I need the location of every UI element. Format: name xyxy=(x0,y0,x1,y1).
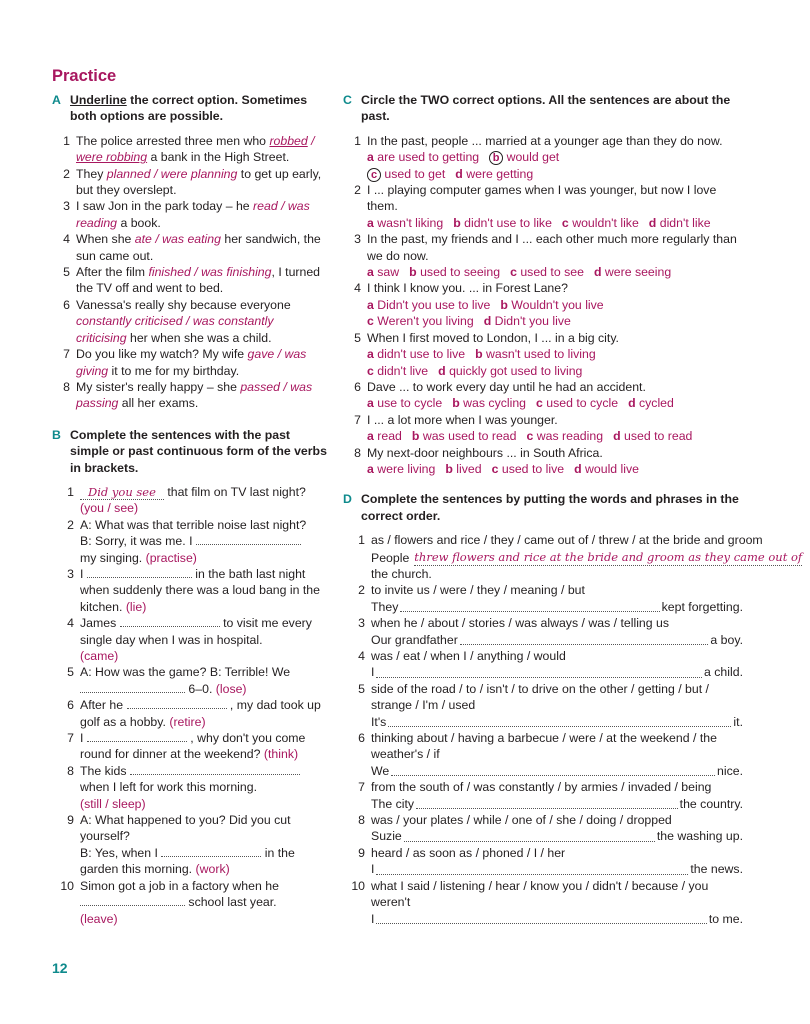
option-text: saw xyxy=(377,265,400,280)
option-text: was reading xyxy=(536,429,604,444)
option[interactable] xyxy=(453,216,552,230)
option-text: didn't use to like xyxy=(464,215,552,230)
answer-blank[interactable] xyxy=(120,615,220,627)
answer-blank[interactable] xyxy=(130,763,300,775)
option-text: used to cycle xyxy=(546,396,619,411)
section-letter: D xyxy=(343,492,352,507)
answer-blank[interactable] xyxy=(460,633,709,645)
answer-blank[interactable] xyxy=(388,715,731,727)
section-letter: A xyxy=(52,93,61,107)
option[interactable] xyxy=(367,429,402,443)
option-letter: b xyxy=(411,429,420,444)
option[interactable] xyxy=(613,429,692,443)
option-letter: a xyxy=(367,215,374,230)
option[interactable]: ate xyxy=(134,232,152,247)
option[interactable] xyxy=(412,429,517,443)
list-item: 2 A: What was that terrible noise last night? B: Sorry, it was me. I my singing. (practise) xyxy=(67,517,307,565)
option-letter: b xyxy=(453,215,461,230)
answer-blank[interactable] xyxy=(376,863,688,875)
left-column xyxy=(52,92,327,927)
option[interactable] xyxy=(452,396,526,410)
option[interactable] xyxy=(367,167,445,181)
option-letter: c xyxy=(491,461,499,476)
option-letter: a xyxy=(367,396,374,411)
question-text: In the past, people ... married at a younger age than they do now. xyxy=(367,133,723,148)
option[interactable]: was passing xyxy=(76,379,313,411)
option[interactable]: passed xyxy=(240,379,280,394)
list-item: 10 what I said / listening / hear / know you / didn't / because / you weren't I to me. xyxy=(351,878,743,926)
options-line xyxy=(367,149,743,165)
word-prompt: when he / about / stories / was always / was / telling us xyxy=(371,616,670,631)
option-letter: c xyxy=(561,215,569,230)
option-text: quickly got used to living xyxy=(449,363,583,378)
option[interactable] xyxy=(367,314,474,328)
option-text: Didn't you use to live xyxy=(377,297,491,312)
option-text: didn't use to live xyxy=(377,347,466,362)
list-item: 5 side of the road / to / isn't / to drive on the other / getting / but / strange / I'm / used It's it. xyxy=(358,681,743,729)
word-prompt: was / eat / when I / anything / would xyxy=(371,649,566,663)
section-d-items xyxy=(343,532,803,927)
option[interactable] xyxy=(492,462,564,476)
option-letter: d xyxy=(593,265,602,280)
option-text: are used to getting xyxy=(377,150,480,165)
option-text: used to seeing xyxy=(420,265,501,280)
list-item: 7 from the south of / was constantly / by armies / invaded / being The city the country. xyxy=(358,780,743,811)
list-item: 1 In the past, people ... married at a younger age than they do now. a are used to getting b would get c used to get d were getting xyxy=(343,133,743,182)
answer-blank[interactable] xyxy=(161,845,261,857)
list-item: 4 When she ate / was eating her sandwich, the sun came out. xyxy=(63,232,321,263)
option[interactable]: was finishing xyxy=(201,265,272,280)
option-text: use to cycle xyxy=(377,396,443,411)
list-item: 8 My sister's really happy – she passed / was passing all her exams. xyxy=(63,379,313,411)
answer-line: I to me. xyxy=(371,911,743,926)
section-a-items xyxy=(52,133,327,412)
options-line xyxy=(367,461,743,477)
options-line xyxy=(367,215,743,231)
list-item: 2 They planned / were planning to get up early, but they overslept. xyxy=(63,166,322,198)
option[interactable] xyxy=(367,396,442,410)
option-text: didn't live xyxy=(377,363,429,378)
answer-line: I the news. xyxy=(371,862,743,877)
option[interactable] xyxy=(500,298,603,312)
option-text: Weren't you living xyxy=(377,314,474,329)
option[interactable]: planned xyxy=(106,166,151,181)
option-letter: d xyxy=(455,166,463,181)
option-letter-circled: b xyxy=(489,151,503,165)
answer-blank[interactable] xyxy=(127,697,227,709)
options-line xyxy=(367,297,743,313)
word-prompt: to invite us / were / they / meaning / but xyxy=(371,583,585,598)
option[interactable] xyxy=(562,216,639,230)
option[interactable]: gave xyxy=(247,347,275,362)
question-text: When I first moved to London, I ... in a big city. xyxy=(367,330,619,345)
list-item: 7 I ... a lot more when I was younger. a read b was used to read c was reading d used to read xyxy=(343,412,743,445)
section-b-items xyxy=(52,484,327,927)
word-prompt: was / your plates / while / one of / she / doing / dropped xyxy=(371,813,672,828)
option-text: would get xyxy=(506,150,560,165)
word-prompt: side of the road / to / isn't / to drive on the other / getting / but / strange / I'm / used xyxy=(371,681,709,713)
list-item: 9 A: What happened to you? Did you cut yourself? B: Yes, when I in the garden this morning. (work) xyxy=(67,813,295,877)
option[interactable] xyxy=(628,396,674,410)
option[interactable] xyxy=(409,265,500,279)
option[interactable]: read xyxy=(253,199,278,214)
section-letter: B xyxy=(52,427,61,442)
option[interactable] xyxy=(367,150,479,164)
question-text: I think I know you. ... in Forest Lane? xyxy=(367,281,568,296)
option-letter: d xyxy=(648,215,657,230)
answer-line: I a child. xyxy=(371,665,743,680)
list-item: 6 After he , my dad took up golf as a hobby. (retire) xyxy=(67,698,321,729)
option[interactable]: finished xyxy=(148,265,191,280)
page-number: 12 xyxy=(52,960,68,976)
answer-blank[interactable] xyxy=(80,681,185,693)
list-item: 2 I ... playing computer games when I was younger, but now I love them. a wasn't liking b didn't use to like c wouldn't like d didn't like xyxy=(343,182,743,231)
option-text: used to get xyxy=(384,166,446,181)
handwritten-answer: threw flowers and rice at the bride and groom as they came out of xyxy=(414,549,802,566)
answer-line: They kept forgetting. xyxy=(371,599,743,614)
option[interactable] xyxy=(438,364,582,378)
answer-line: We nice. xyxy=(371,763,743,778)
options-line xyxy=(367,346,743,362)
question-text: Dave ... to work every day until he had an accident. xyxy=(367,379,646,394)
options-line xyxy=(367,166,743,182)
option-letter: b xyxy=(452,396,460,411)
option-letter: c xyxy=(367,314,374,329)
right-column xyxy=(343,92,803,927)
section-c-instructions: C Circle the TWO correct options. All the sentences are about the past. xyxy=(343,93,731,124)
answer-blank[interactable] xyxy=(404,830,655,842)
option[interactable] xyxy=(445,462,481,476)
list-item: 3 when he / about / stories / was always / was / telling us Our grandfather a boy. xyxy=(358,616,743,647)
option-letter: c xyxy=(536,396,543,411)
section-b-instructions: B Complete the sentences with the past simple or past continuous form of the verbs in brackets. xyxy=(52,427,327,475)
option[interactable] xyxy=(649,216,711,230)
option-letter: a xyxy=(367,461,374,476)
option-text: was cycling xyxy=(463,396,527,411)
option-letter: d xyxy=(613,429,621,444)
option[interactable] xyxy=(367,298,490,312)
list-item: 3 In the past, my friends and I ... each other much more regularly than we do now. a saw b used to seeing c used to see d were seeing xyxy=(343,231,743,280)
answer-blank[interactable] xyxy=(376,666,702,678)
answer-blank[interactable] xyxy=(391,764,715,776)
option[interactable] xyxy=(367,364,428,378)
option[interactable] xyxy=(536,396,618,410)
option-text: Didn't you live xyxy=(494,314,571,329)
option-text: would live xyxy=(585,461,640,476)
option[interactable] xyxy=(367,216,443,230)
answer-blank[interactable] xyxy=(87,730,187,742)
option-text: were living xyxy=(377,461,436,476)
option-text: was used to read xyxy=(422,429,517,444)
option[interactable] xyxy=(455,167,533,181)
section-d-instructions: D Complete the sentences by putting the words and phrases in the correct order. xyxy=(343,492,739,523)
options-line xyxy=(367,363,743,379)
list-item: 7 Do you like my watch? My wife gave / was giving it to me for my birthday. xyxy=(63,347,307,378)
option-letter: d xyxy=(574,461,582,476)
list-item: 1 The police arrested three men who robbed / were robbing a bank in the High Street. xyxy=(63,133,315,165)
list-item: 1 as / flowers and rice / they / came out of / threw / at the bride and groom People threw flowers and rice at the bride and groom as they came out of the church. xyxy=(358,533,803,581)
answer-line: It's it. xyxy=(371,714,743,729)
option[interactable]: robbed xyxy=(269,133,308,148)
list-item: 10 Simon got a job in a factory when he school last year. (leave) xyxy=(60,878,279,926)
list-item: 4 was / eat / when I / anything / would I a child. xyxy=(358,649,743,680)
option-text: used to read xyxy=(624,429,693,444)
word-prompt: as / flowers and rice / they / came out of / threw / at the bride and groom xyxy=(371,533,763,548)
answer-blank[interactable] xyxy=(400,600,659,612)
option[interactable] xyxy=(526,429,603,443)
option-letter: c xyxy=(526,429,534,444)
list-item: 4 I think I know you. ... in Forest Lane? a Didn't you use to live b Wouldn't you live c Weren't you living d Didn't you live xyxy=(343,280,743,329)
list-item: 6 Vanessa's really shy because everyone constantly criticised / was constantly criticising her when she was a child. xyxy=(63,297,291,345)
option-text: wasn't liking xyxy=(377,215,444,230)
option-letter: b xyxy=(475,347,483,362)
option-letter: a xyxy=(367,150,374,165)
word-prompt: from the south of / was constantly / by armies / invaded / being xyxy=(371,780,712,795)
answer-line: Suzie the washing up. xyxy=(371,829,743,844)
option-text: read xyxy=(377,429,402,444)
option-letter: b xyxy=(409,265,417,280)
option[interactable] xyxy=(574,462,639,476)
option-letter: d xyxy=(438,363,446,378)
options-line xyxy=(367,264,743,280)
answer-blank[interactable] xyxy=(80,894,185,906)
option-letter: d xyxy=(628,396,636,411)
option-text: cycled xyxy=(639,396,674,411)
option[interactable] xyxy=(510,265,584,279)
answer-blank[interactable] xyxy=(87,566,192,578)
option-letter: b xyxy=(500,297,508,312)
word-prompt: what I said / listening / hear / know you / didn't / because / you weren't xyxy=(371,878,709,910)
list-item: 4 James to visit me every single day when I was in hospital. (came) xyxy=(67,616,312,663)
list-item: 9 heard / as soon as / phoned / I / her I the news. xyxy=(358,845,743,877)
word-prompt: heard / as soon as / phoned / I / her xyxy=(371,845,566,860)
list-item: 8 My next-door neighbours ... in South Africa. a were living b lived c used to live d would live xyxy=(343,445,743,478)
option-text: were seeing xyxy=(604,265,672,280)
option-text: used to live xyxy=(501,461,565,476)
options-line xyxy=(367,395,743,411)
option-text: lived xyxy=(456,461,482,476)
question-text: I ... playing computer games when I was younger, but now I love them. xyxy=(367,183,717,214)
question-text: In the past, my friends and I ... each other much more regularly than we do now. xyxy=(367,232,737,263)
option-letter: c xyxy=(510,265,517,280)
list-item: 2 to invite us / were / they / meaning / but They kept forgetting. xyxy=(358,583,743,614)
option-text: were getting xyxy=(466,166,534,181)
option-text: didn't like xyxy=(659,215,711,230)
answer-line: Our grandfather a boy. xyxy=(371,632,743,647)
list-item: 3 I saw Jon in the park today – he read / was reading a book. xyxy=(63,199,310,230)
option-text: used to see xyxy=(520,265,584,280)
option[interactable] xyxy=(367,462,435,476)
answer-blank[interactable] xyxy=(196,533,301,545)
options-line xyxy=(367,428,743,444)
option[interactable] xyxy=(475,347,596,361)
page-title: Practice xyxy=(52,67,117,85)
option[interactable] xyxy=(367,347,465,361)
answer-blank[interactable] xyxy=(416,797,678,809)
list-item: 8 was / your plates / while / one of / she / doing / dropped Suzie the washing up. xyxy=(358,813,743,844)
list-item: 1 Did you see that film on TV last night? (you / see) xyxy=(67,484,306,516)
option[interactable]: was reading xyxy=(76,199,310,230)
option-letter: d xyxy=(483,314,492,329)
option[interactable] xyxy=(484,314,571,328)
option-letter: a xyxy=(367,429,374,444)
option[interactable]: constantly criticised xyxy=(76,314,183,329)
answer-blank[interactable] xyxy=(376,912,706,924)
question-text: My next-door neighbours ... in South Africa. xyxy=(367,445,603,460)
option[interactable] xyxy=(594,265,671,279)
list-item: 6 thinking about / having a barbecue / were / at the weekend / the weather's / if We nice. xyxy=(358,731,743,778)
option-text: wasn't used to living xyxy=(486,347,596,362)
options-line xyxy=(367,313,743,329)
list-item: 3 I in the bath last night when suddenly there was a loud bang in the kitchen. (lie) xyxy=(67,566,320,614)
option[interactable]: was constantly criticising xyxy=(76,314,274,345)
option-text: wouldn't like xyxy=(572,215,639,230)
list-item: 7 I , why don't you come round for dinner at the weekend? (think) xyxy=(67,731,306,762)
list-item: 6 Dave ... to work every day until he had an accident. a use to cycle b was cycling c used to cycle d cycled xyxy=(343,379,743,412)
list-item: 5 After the film finished / was finishing, I turned the TV off and went to bed. xyxy=(63,265,321,296)
option-letter-circled: c xyxy=(367,168,381,182)
option[interactable]: was giving xyxy=(76,347,307,378)
section-a-instructions: A Underline the correct option. Sometimes both options are possible. xyxy=(52,93,308,124)
option-letter: a xyxy=(367,265,374,280)
answer-line: People threw flowers and rice at the bride and groom as they came out of xyxy=(371,549,803,565)
option-letter: b xyxy=(445,461,453,476)
question-text: I ... a lot more when I was younger. xyxy=(367,412,558,427)
answer-line: The city the country. xyxy=(371,796,743,811)
option[interactable] xyxy=(367,265,399,279)
handwritten-answer: Did you see xyxy=(80,485,164,500)
option-letter: a xyxy=(367,347,374,362)
list-item: 5 A: How was the game? B: Terrible! We 6–0. (lose) xyxy=(67,665,291,696)
list-item: 5 When I first moved to London, I ... in a big city. a didn't use to live b wasn't used to living c didn't live d quickly got used to living xyxy=(343,330,743,379)
list-item: 8 The kids when I left for work this morning. (still / sleep) xyxy=(56,763,327,812)
section-letter: C xyxy=(343,93,352,107)
option-text: Wouldn't you live xyxy=(511,297,604,312)
section-c-items xyxy=(343,133,743,478)
option[interactable]: was eating xyxy=(162,232,221,247)
option-letter: a xyxy=(367,297,374,312)
word-prompt: thinking about / having a barbecue / were / at the weekend / the weather's / if xyxy=(371,731,717,762)
option[interactable]: were planning xyxy=(160,166,238,181)
option-letter: c xyxy=(367,363,374,378)
option[interactable] xyxy=(489,150,559,164)
option[interactable]: were robbing xyxy=(76,150,148,165)
